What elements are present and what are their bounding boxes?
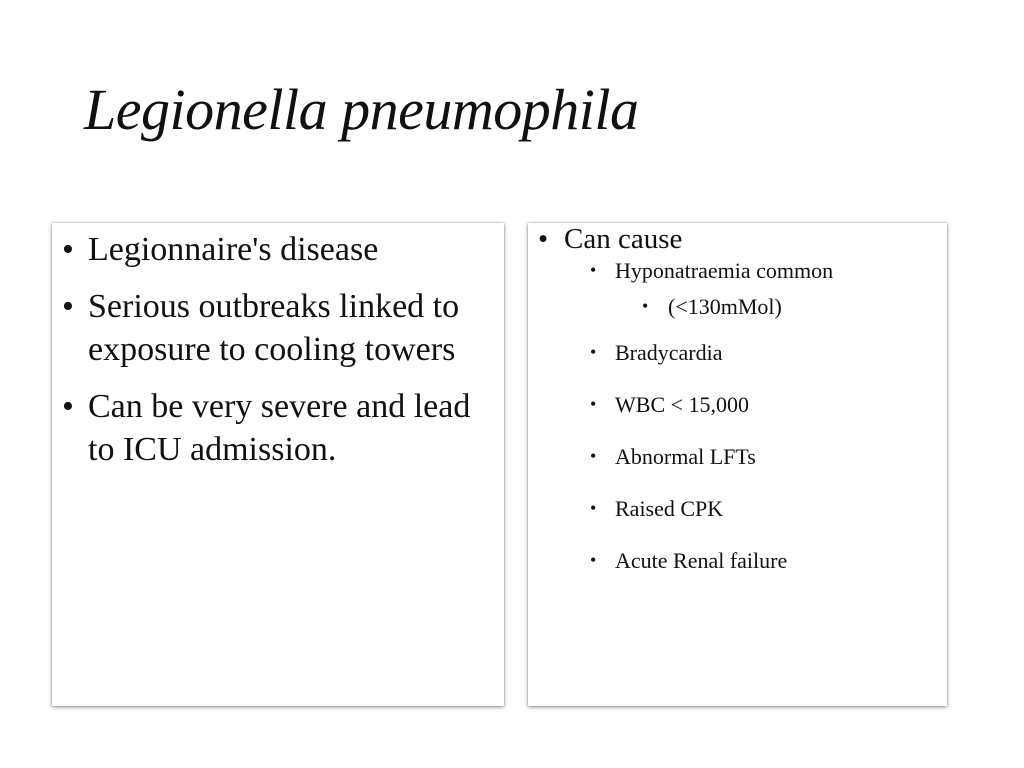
- can-cause-sub-list: [528, 256, 947, 285]
- left-content-panel: [52, 223, 504, 706]
- sub-bullet-wbc: • WBC < 15,000: [528, 390, 947, 419]
- bullet-legionnaires-disease: • Legionnaire's disease: [52, 228, 504, 271]
- sub-bullet-abnormal-lfts: • Abnormal LFTs: [528, 442, 947, 471]
- sub-bullet-bradycardia: • Bradycardia: [528, 338, 947, 367]
- slide-title: Legionella pneumophila: [84, 77, 639, 142]
- sub-bullet-hyponatraemia: • Hyponatraemia common: [528, 256, 947, 285]
- left-bullet-list: [52, 228, 504, 471]
- bullet-serious-outbreaks: • Serious outbreaks linked to exposure to cooling towers: [52, 285, 504, 371]
- bullet-very-severe: • Can be very severe and lead to ICU admission.: [52, 385, 504, 471]
- bullet-can-cause: • Can cause: [528, 222, 947, 256]
- sub-bullet-acute-renal-failure: • Acute Renal failure: [528, 546, 947, 575]
- sub-sub-bullet-threshold: • (<130mMol): [528, 292, 947, 321]
- can-cause-sub-list-continued: [528, 338, 947, 575]
- right-content-panel: [528, 223, 947, 706]
- sub-bullet-raised-cpk: • Raised CPK: [528, 494, 947, 523]
